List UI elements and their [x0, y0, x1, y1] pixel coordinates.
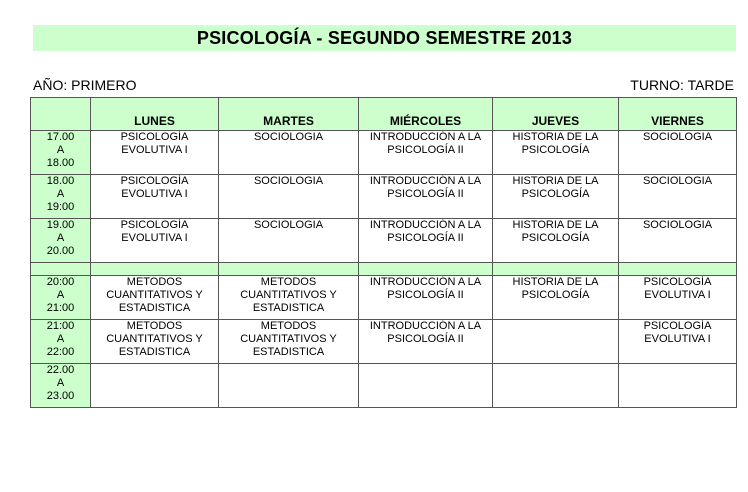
course-cell — [91, 219, 219, 263]
separator-cell — [359, 263, 493, 276]
title-banner — [33, 25, 736, 51]
course-cell — [493, 175, 619, 219]
separator-cell — [219, 263, 359, 276]
schedule-row — [31, 219, 737, 263]
course-text: EVOLUTIVA I — [644, 289, 711, 301]
time-text: 22:00 — [46, 346, 75, 358]
course-text: SOCIOLOGIA — [642, 219, 713, 231]
course-cell — [91, 131, 219, 175]
separator-cell — [31, 263, 91, 276]
course-text: METODOS — [260, 276, 317, 288]
day-header: MARTES — [219, 98, 359, 131]
course-text: PSICOLOGÍA II — [387, 232, 464, 244]
course-cell — [619, 320, 737, 364]
course-cell — [359, 175, 493, 219]
time-text: 19.00 — [46, 219, 75, 231]
course-text: CUANTITATIVOS Y — [106, 289, 203, 301]
separator-cell — [619, 263, 737, 276]
time-slot — [31, 175, 91, 219]
time-text: A — [56, 232, 65, 244]
time-slot — [31, 131, 91, 175]
course-cell — [619, 175, 737, 219]
course-cell — [493, 131, 619, 175]
schedule-row — [31, 276, 737, 320]
time-text: 19:00 — [46, 201, 75, 213]
time-text: 18.00 — [46, 175, 75, 187]
time-slot — [31, 219, 91, 263]
time-slot — [31, 320, 91, 364]
course-text: SOCIOLOGIA — [642, 131, 713, 143]
course-text: PSICOLOGÍA — [643, 320, 712, 332]
course-cell — [619, 131, 737, 175]
time-slot — [31, 364, 91, 408]
course-text: PSICOLOGÍA — [120, 175, 189, 187]
schedule-table — [30, 97, 737, 408]
time-slot — [31, 276, 91, 320]
course-cell — [359, 276, 493, 320]
time-text: A — [56, 333, 65, 345]
course-text: EVOLUTIVA I — [121, 232, 188, 244]
course-text: PSICOLOGÍA — [120, 131, 189, 143]
course-cell — [91, 320, 219, 364]
course-text: PSICOLOGÍA — [120, 219, 189, 231]
course-cell — [359, 131, 493, 175]
course-text: EVOLUTIVA I — [121, 144, 188, 156]
course-text: SOCIOLOGIA — [642, 175, 713, 187]
course-text: PSICOLOGÍA — [521, 289, 590, 301]
course-text: INTRODUCCIÓN A LA — [369, 219, 482, 231]
course-text: HISTORIA DE LA — [512, 276, 599, 288]
time-text: 20.00 — [46, 245, 75, 257]
course-text: PSICOLOGÍA — [521, 144, 590, 156]
time-text: 17.00 — [46, 131, 75, 143]
day-header: JUEVES — [493, 98, 619, 131]
separator-cell — [493, 263, 619, 276]
separator-row — [31, 263, 737, 276]
course-text: INTRODUCCIÓN A LA — [369, 175, 482, 187]
course-text: PSICOLOGÍA — [521, 232, 590, 244]
course-text: METODOS — [260, 320, 317, 332]
corner-cell — [31, 98, 91, 131]
separator-cell — [91, 263, 219, 276]
time-text: A — [56, 188, 65, 200]
course-text: EVOLUTIVA I — [644, 333, 711, 345]
time-text: 23.00 — [46, 390, 75, 402]
course-text: SOCIOLOGIA — [253, 175, 324, 187]
course-cell — [219, 131, 359, 175]
course-cell — [359, 364, 493, 408]
course-text: HISTORIA DE LA — [512, 131, 599, 143]
course-cell — [619, 276, 737, 320]
course-text: PSICOLOGÍA II — [387, 188, 464, 200]
course-text: SOCIOLOGIA — [253, 131, 324, 143]
course-cell — [493, 364, 619, 408]
course-text: PSICOLOGÍA II — [387, 144, 464, 156]
course-cell — [359, 219, 493, 263]
time-text: A — [56, 144, 65, 156]
course-cell — [91, 276, 219, 320]
time-text: 21:00 — [46, 320, 75, 332]
schedule-row — [31, 175, 737, 219]
course-text: PSICOLOGÍA — [521, 188, 590, 200]
course-text: INTRODUCCIÓN A LA — [369, 276, 482, 288]
course-text: HISTORIA DE LA — [512, 175, 599, 187]
day-header: VIERNES — [619, 98, 737, 131]
course-text: ESTADISTICA — [118, 346, 191, 358]
course-text: SOCIOLOGIA — [253, 219, 324, 231]
course-text: METODOS — [126, 276, 183, 288]
course-cell — [493, 219, 619, 263]
course-text: ESTADISTICA — [252, 302, 325, 314]
course-text: METODOS — [126, 320, 183, 332]
page-title: PSICOLOGÍA - SEGUNDO SEMESTRE 2013 — [196, 27, 573, 48]
time-text: A — [56, 289, 65, 301]
course-cell — [219, 175, 359, 219]
course-cell — [219, 219, 359, 263]
course-text: INTRODUCCIÓN A LA — [369, 131, 482, 143]
time-text: 18.00 — [46, 157, 75, 169]
course-text: CUANTITATIVOS Y — [240, 333, 337, 345]
course-text: ESTADISTICA — [252, 346, 325, 358]
course-cell — [91, 175, 219, 219]
schedule-row — [31, 320, 737, 364]
time-text: 21:00 — [46, 302, 75, 314]
header-row — [31, 98, 737, 131]
day-header: LUNES — [91, 98, 219, 131]
time-text: A — [56, 377, 65, 389]
course-text: ESTADISTICA — [118, 302, 191, 314]
course-text: CUANTITATIVOS Y — [240, 289, 337, 301]
year-label: AÑO: PRIMERO — [33, 77, 137, 93]
course-cell — [219, 320, 359, 364]
course-cell — [619, 364, 737, 408]
time-text: 22.00 — [46, 364, 75, 376]
course-text: EVOLUTIVA I — [121, 188, 188, 200]
course-text: PSICOLOGÍA — [643, 276, 712, 288]
schedule-row — [31, 364, 737, 408]
course-cell — [493, 276, 619, 320]
day-header: MIÉRCOLES — [359, 98, 493, 131]
course-cell — [493, 320, 619, 364]
time-text: 20:00 — [46, 276, 75, 288]
course-text: INTRODUCCIÓN A LA — [369, 320, 482, 332]
course-cell — [219, 276, 359, 320]
course-cell — [359, 320, 493, 364]
course-cell — [219, 364, 359, 408]
course-cell — [91, 364, 219, 408]
schedule-row — [31, 131, 737, 175]
course-text: PSICOLOGÍA II — [387, 289, 464, 301]
course-text: CUANTITATIVOS Y — [106, 333, 203, 345]
course-text: PSICOLOGÍA II — [387, 333, 464, 345]
shift-label: TURNO: TARDE — [630, 77, 734, 93]
course-text: HISTORIA DE LA — [512, 219, 599, 231]
course-cell — [619, 219, 737, 263]
